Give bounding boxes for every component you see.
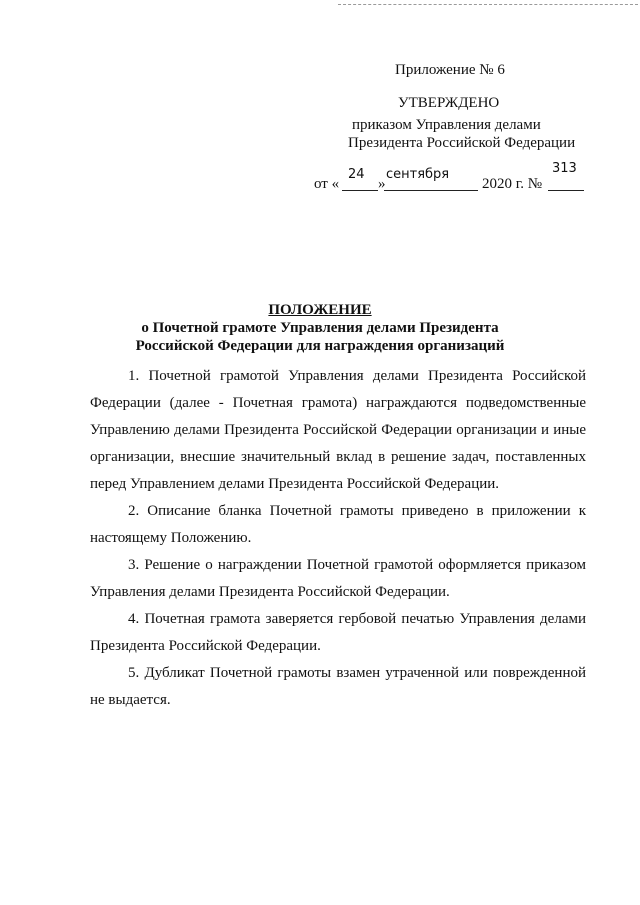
paragraph-5: 5. Дубликат Почетной грамоты взамен утраченной или поврежденной не выдается.: [90, 665, 586, 708]
annex-number: Приложение № 6: [395, 62, 505, 78]
document-body: [90, 363, 586, 714]
order-number: 313: [552, 161, 577, 176]
document-subtitle-line1: о Почетной грамоте Управления делами Президента: [141, 320, 499, 336]
paragraph-4: 4. Почетная грамота заверяется гербовой печатью Управления делами Президента Российской Федерации.: [90, 611, 586, 654]
order-year: 2020 г. №: [482, 176, 543, 192]
order-month: сентября: [386, 167, 450, 182]
day-blank-line: [342, 190, 378, 191]
approved-by-line: приказом Управления делами: [352, 117, 541, 133]
order-quote-close: »: [378, 176, 386, 192]
order-date-number: [314, 161, 614, 192]
paragraph-1: 1. Почетной грамотой Управления делами Президента Российской Федерации (далее - Почетная грамота) награждаются подведомственные Управлению делами Президента Российской Федерации организации и иные организации, внесшие значительный вклад в решение задач, поставленных перед Управлением делами Президента Российской Федерации.: [90, 368, 586, 492]
approved-by-authority: Президента Российской Федерации: [348, 135, 576, 151]
approved-stamp-title: УТВЕРЖДЕНО: [398, 95, 500, 111]
scan-edge-line: [338, 4, 638, 5]
order-day: 24: [348, 167, 365, 182]
number-blank-line: [548, 190, 584, 191]
order-prefix: от «: [314, 176, 340, 192]
document-subtitle-line2: Российской Федерации для награждения организаций: [135, 338, 505, 354]
paragraph-3: 3. Решение о награждении Почетной грамотой оформляется приказом Управления делами Президента Российской Федерации.: [90, 557, 586, 600]
month-blank-line: [384, 190, 478, 191]
paragraph-2: 2. Описание бланка Почетной грамоты приведено в приложении к настоящему Положению.: [90, 503, 586, 546]
document-title: ПОЛОЖЕНИЕ: [268, 302, 372, 318]
